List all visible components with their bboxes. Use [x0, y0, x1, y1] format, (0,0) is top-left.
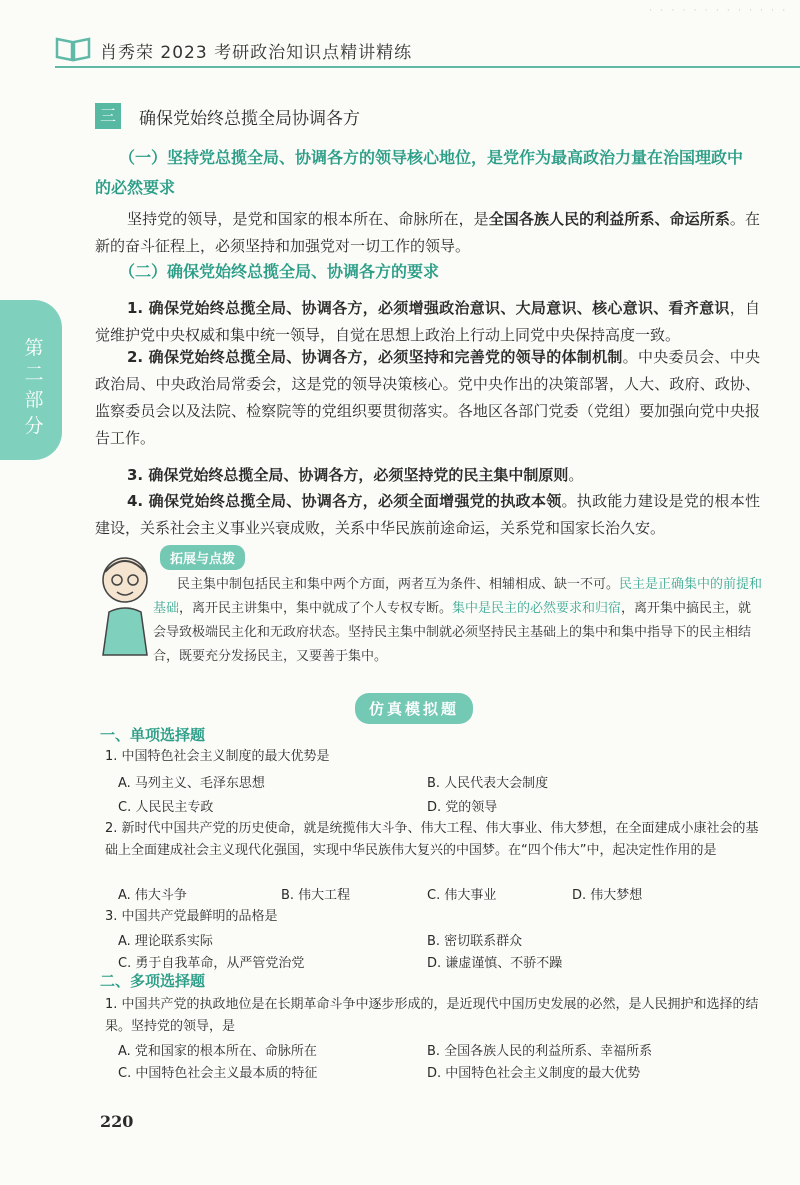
question-1-option-a: A. 马列主义、毛泽东思想 [118, 776, 265, 791]
question-2-option-d: D. 伟大梦想 [572, 888, 643, 903]
multiple-choice-heading: 二、多项选择题 [100, 972, 206, 990]
book-title: 肖秀荣 2023 考研政治知识点精讲精练 [100, 43, 413, 63]
multi-question-1-option-b: B. 全国各族人民的利益所系、幸福所系 [427, 1044, 653, 1059]
extension-text: 民主集中制包括民主和集中两个方面，两者互为条件、相辅相成、缺一不可。民主是正确集中的前提和基础，离开民主讲集中，集中就成了个人专权专断。集中是民主的必然要求和归宿，离开集中搞民主，就会导致极端民主化和无政府状态。坚持民主集中制就必须坚持民主基础上的集中和集中指导下的民主相结合，既要充分发扬民主，又要善于集中。 [153, 577, 763, 664]
multi-question-1-option-a: A. 党和国家的根本所在、命脉所在 [118, 1044, 317, 1059]
open-book-icon [55, 36, 91, 62]
header-divider [55, 66, 800, 68]
paragraph-2: 1. 确保党始终总揽全局、协调各方，必须增强政治意识、大局意识、核心意识、看齐意识，自觉维护党中央权威和集中统一领导，自觉在思想上政治上行动上同党中央保持高度一致。 [95, 299, 760, 344]
question-2-option-a: A. 伟大斗争 [118, 888, 187, 903]
question-2-option-b: B. 伟大工程 [281, 888, 351, 903]
question-3-option-d: D. 谦虚谨慎、不骄不躁 [427, 956, 563, 971]
multi-question-1-stem: 1. 中国共产党的执政地位是在长期革命斗争中逐步形成的，是近现代中国历史发展的必然，是人民拥护和选择的结果。坚持党的领导，是 [105, 997, 759, 1034]
subsection-heading-1: （一）坚持党总揽全局、协调各方的领导核心地位，是党作为最高政治力量在治国理政中的必然要求 [95, 148, 744, 197]
question-3-option-a: A. 理论联系实际 [118, 934, 213, 949]
single-choice-heading: 一、单项选择题 [100, 726, 206, 744]
subsection-heading-2: （二）确保党始终总揽全局、协调各方的要求 [119, 262, 440, 281]
extension-badge: 拓展与点拨 [160, 545, 245, 570]
section-number-badge: 三 [95, 103, 121, 129]
page-number: 220 [100, 1112, 134, 1131]
paragraph-4: 3. 确保党始终总揽全局、协调各方，必须坚持党的民主集中制原则。 [127, 466, 584, 484]
question-2-stem: 2. 新时代中国共产党的历史使命，就是统揽伟大斗争、伟大工程、伟大事业、伟大梦想，在全面建成小康社会的基础上全面建成社会主义现代化强国，实现中华民族伟大复兴的中国梦。在“四个伟大”中，起决定性作用的是 [105, 821, 759, 858]
question-3-stem: 3. 中国共产党最鲜明的品格是 [105, 909, 278, 924]
mock-exam-banner: 仿真模拟题 [355, 693, 473, 724]
paragraph-3: 2. 确保党始终总揽全局、协调各方，必须坚持和完善党的领导的体制机制。中央委员会、中央政治局、中央政治局常委会，这是党的领导决策核心。党中央作出的决策部署，人大、政府、政协、监察委员会以及法院、检察院等的党组织要贯彻落实。各地区各部门党委（党组）要加强向党中央报告工作。 [95, 348, 760, 447]
question-3-option-b: B. 密切联系群众 [427, 934, 523, 949]
question-1-stem: 1. 中国特色社会主义制度的最大优势是 [105, 749, 330, 764]
multi-question-1-option-d: D. 中国特色社会主义制度的最大优势 [427, 1066, 641, 1081]
teacher-avatar-icon [95, 550, 155, 660]
extension-box [95, 540, 765, 680]
page-header [0, 0, 800, 80]
multi-question-1-option-c: C. 中国特色社会主义最本质的特征 [118, 1066, 318, 1081]
question-3-option-c: C. 勇于自我革命，从严管党治党 [118, 956, 305, 971]
header-faint-text: · · · · · · · · · · · · · [649, 6, 788, 15]
question-1-option-c: C. 人民民主专政 [118, 800, 214, 815]
question-1-option-d: D. 党的领导 [427, 800, 498, 815]
paragraph-5: 4. 确保党始终总揽全局、协调各方，必须全面增强党的执政本领。执政能力建设是党的根本性建设，关系社会主义事业兴衰成败，关系中华民族前途命运，关系党和国家长治久安。 [95, 492, 760, 537]
section-title: 确保党始终总揽全局协调各方 [139, 109, 360, 129]
part-side-tab-label: 第二部分 [24, 337, 44, 437]
paragraph-1: 坚持党的领导，是党和国家的根本所在、命脉所在，是全国各族人民的利益所系、命运所系。在新的奋斗征程上，必须坚持和加强党对一切工作的领导。 [95, 210, 760, 255]
question-2-option-c: C. 伟大事业 [427, 888, 497, 903]
question-1-option-b: B. 人民代表大会制度 [427, 776, 549, 791]
